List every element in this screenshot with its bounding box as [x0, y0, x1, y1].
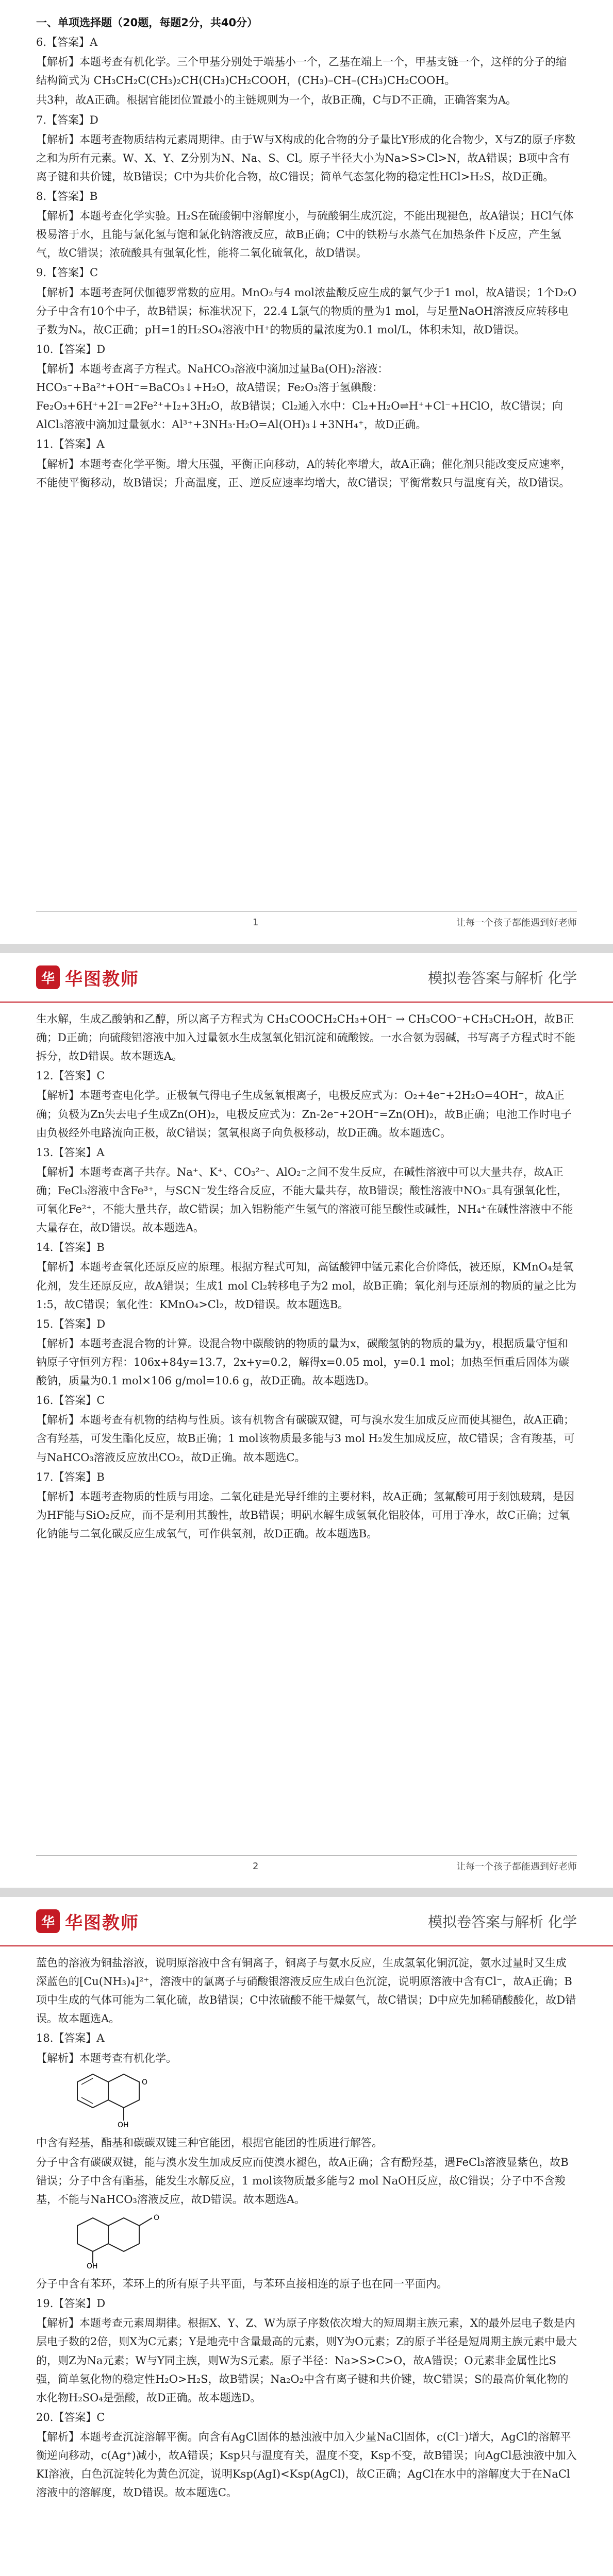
- svg-text:OH: OH: [118, 2121, 129, 2128]
- svg-text:O: O: [142, 2078, 148, 2087]
- paragraph: 【解析】本题考查元素周期律。根据X、Y、Z、W为原子序数依次增大的短周期主族元素，X的最外层电子数是内层电子数的2倍，则X为C元素；Y是地壳中含量最高的元素，则Y为O元素；Z的原子半径是短周期主族元素中最大的，则Z为Na元素；W与Y同主族，则W为S元素。原子半径：Na>S>C>O，故A错误；O元素非金属性比S强，简单氢化物的稳定性H₂O>H₂S，故B错误；Na₂O₂中含有离子键和共价键，故C错误；S的最高价氧化物的水化物H₂SO₄是强酸，故D正确。故本题选D。: [36, 2317, 577, 2404]
- page-content: [36, 1010, 577, 1841]
- page-header: [0, 1897, 613, 1946]
- paragraph: 【解析】本题考查物质结构元素周期律。由于W与X构成的化合物的分子量比Y形成的化合物少，X与Z的原子序数之和为所有元素。W、X、Y、Z分别为N、Na、S、Cl。原子半径大小为Na>S>Cl>N，故A错误；B项中含有离子键和共价键，故B错误；C中为共价化合物，故C错误；简单气态氢化物的稳定性HCl>H₂S，故D正确。: [36, 133, 575, 183]
- paragraph: 分子中含有碳碳双键，能与溴水发生加成反应而使溴水褪色，故A正确；含有酚羟基，遇FeCl₃溶液显紫色，故B错误；分子中含有酯基，能发生水解反应，1 mol该物质最多能与2 mol NaOH反应，故C错误；分子中不含羧基，不能与NaHCO₃溶液反应，故D错误。故本题选A。: [36, 2156, 569, 2206]
- paragraph: 18.【答案】A: [36, 2032, 105, 2045]
- page-number: 2: [253, 1860, 259, 1872]
- svg-text:OH: OH: [87, 2262, 98, 2270]
- footer-slogan: 让每一个孩子都能遇到好老师: [456, 918, 577, 928]
- page-2: [0, 944, 613, 1888]
- header-title: 模拟卷答案与解析 化学: [428, 1913, 577, 1930]
- paragraph: 7.【答案】D: [36, 113, 98, 126]
- paragraph: 12.【答案】C: [36, 1070, 105, 1082]
- paragraph: 中含有羟基，酯基和碳碳双键三种官能团，根据官能团的性质进行解答。: [36, 2136, 383, 2149]
- paragraph: 【解析】本题考查氧化还原反应的原理。根据方程式可知，高锰酸钾中锰元素化合价降低，被还原，KMnO₄是氧化剂，发生还原反应，故A错误；生成1 mol Cl₂转移电子为2 mol，故B正确；氧化剂与还原剂的物质的量之比为1:5，故C错误；氧化性：KMnO₄>Cl₂，故D错误。故本题选B。: [36, 1261, 577, 1311]
- paragraph: 【解析】本题考查有机化学。三个甲基分别处于端基小一个，乙基在端上一个，甲基支链一个，这样的分子的缩结构简式为 CH₃CH₂C(CH₃)₂CH(CH₃)CH₂COOH，(CH₃)–CH–(CH₃)CH₂COOH。: [36, 56, 567, 87]
- brand-logo-icon: 华: [36, 965, 60, 989]
- paragraph: 19.【答案】D: [36, 2297, 106, 2310]
- benzene-ring-icon: [57, 2072, 201, 2128]
- paragraph: 共3种，故A正确。根据官能团位置最小的主链规则为一个，故B正确，C与D不正确，正确答案为A。: [36, 94, 517, 107]
- paragraph: 9.【答案】C: [36, 266, 98, 279]
- page-content: [36, 1954, 577, 2576]
- paragraph: 15.【答案】D: [36, 1317, 106, 1330]
- paragraph: 蓝色的溶液为铜盐溶液，说明原溶液中含有铜离子，铜离子与氨水反应，生成氢氧化铜沉淀，氨水过量时又生成深蓝色的[Cu(NH₃)₄]²⁺，溶液中的氯离子与硝酸银溶液反应生成白色沉淀，说明原溶液中含有Cl⁻，故A正确；B项中生成的气体可能为二氧化硫，故B错误；C中浓硫酸不能干燥氨气，故C错误；D中应先加稀硝酸酸化，故D错误。故本题选A。: [36, 1957, 576, 2025]
- structure-formula-a: [57, 2072, 201, 2128]
- page-footer: [36, 911, 577, 933]
- structure-formula-b: [57, 2213, 201, 2269]
- paragraph: 生水解，生成乙酸钠和乙醇，所以离子方程式为 CH₃COOCH₂CH₃+OH⁻ → CH₃COO⁻+CH₃CH₂OH，故B正确；D正确；向硫酸铝溶液中加入过量氨水生成氢氧化铝沉淀和硫酸铵。一水合氨为弱碱，书写离子方程式时不能拆分，故D错误。故本题选A。: [36, 1013, 575, 1063]
- paragraph: 【解析】本题考查物质的性质与用途。二氧化硅是光导纤维的主要材料，故A正确；氢氟酸可用于刻蚀玻璃，是因为HF能与SiO₂反应，而不是利用其酸性，故B错误；明矾水解生成氢氧化铝胶体，可用于净水，故C正确；过氧化钠能与二氧化碳反应生成氧气，可作供氧剂，故D正确。故本题选B。: [36, 1490, 575, 1540]
- paragraph: 17.【答案】B: [36, 1470, 105, 1483]
- paragraph: 14.【答案】B: [36, 1241, 105, 1254]
- paragraph: 【解析】本题考查阿伏伽德罗常数的应用。MnO₂与4 mol浓盐酸反应生成的氯气少于1 mol，故A错误；1个D₂O分子中含有10个中子，故B错误；标准状况下，22.4 L氯气的物质的量为1 mol，与足量NaOH溶液反应转移电子数为Nₐ，故C正确；pH=1的H₂SO₄溶液中H⁺的物质的量浓度为0.1 mol/L，体积未知，故D错误。: [36, 286, 577, 336]
- paragraph: 【解析】本题考查电化学。正极氧气得电子生成氢氧根离子，电极反应式为：O₂+4e⁻+2H₂O=4OH⁻，故A正确；负极为Zn失去电子生成Zn(OH)₂，电极反应式为：Zn-2e⁻+2OH⁻=Zn(OH)₂，故B正确；电池工作时电子由负极经外电路流向正极，故C错误；氢氧根离子向负极移动，故D正确。故本题选C。: [36, 1089, 572, 1139]
- paragraph: 【解析】本题考查离子共存。Na⁺、K⁺、CO₃²⁻、AlO₂⁻之间不发生反应，在碱性溶液中可以大量共存，故A正确；FeCl₃溶液中含Fe³⁺，与SCN⁻发生络合反应，不能大量共存，故B错误；酸性溶液中NO₃⁻具有强氧化性，可氧化Fe²⁺，不能大量共存，故C错误；加入铝粉能产生氢气的溶液可能呈酸性或碱性，NH₄⁺在碱性溶液中不能大量存在，故D错误。故本题选A。: [36, 1165, 573, 1234]
- benzene-ring-icon: [57, 2213, 201, 2269]
- paragraph: 【解析】本题考查有机物的结构与性质。该有机物含有碳碳双键，可与溴水发生加成反应而使其褪色，故A正确；含有羟基，可发生酯化反应，故B正确；1 mol该物质最多能与3 mol H₂发生加成反应，故C错误；含有羧基，可与NaHCO₃溶液反应放出CO₂，故D正确。故本题选C。: [36, 1414, 575, 1464]
- paragraph: 6.【答案】A: [36, 36, 98, 49]
- page-content: [36, 13, 577, 897]
- footer-slogan: 让每一个孩子都能遇到好老师: [456, 1861, 577, 1872]
- paragraph: 分子中含有苯环，苯环上的所有原子共平面，与苯环直接相连的原子也在同一平面内。: [36, 2278, 448, 2291]
- page-header: [0, 953, 613, 1003]
- paragraph: 20.【答案】C: [36, 2411, 105, 2424]
- page-1: [0, 0, 613, 944]
- page-number: 1: [253, 917, 259, 928]
- paragraph: 【解析】本题考查沉淀溶解平衡。向含有AgCl固体的悬浊液中加入少量NaCl固体，c(Cl⁻)增大，AgCl的溶解平衡逆向移动，c(Ag⁺)减小，故A错误；Ksp只与温度有关，温度不变，Ksp不变，故B错误；向AgCl悬浊液中加入KI溶液，白色沉淀转化为黄色沉淀，说明Ksp(AgI)<Ksp(AgCl)，故C正确；AgCl在水中的溶解度大于在NaCl溶液中的溶解度，故D错误。故本题选C。: [36, 2430, 577, 2499]
- paragraph: 【解析】本题考查混合物的计算。设混合物中碳酸钠的物质的量为x，碳酸氢钠的物质的量为y，根据质量守恒和钠原子守恒列方程：106x+84y=13.7，2x+y=0.2，解得x=0.05 mol，y=0.1 mol；加热至恒重后固体为碳酸钠，质量为0.1 mol×106 g/mol=10.6 g，故D正确。故本题选D。: [36, 1337, 570, 1387]
- paragraph: 【解析】本题考查化学平衡。增大压强，平衡正向移动，A的转化率增大，故A正确；催化剂只能改变反应速率，不能使平衡移动，故B错误；升高温度，正、逆反应速率均增大，故C错误；平衡常数只与温度有关，故D错误。: [36, 457, 572, 489]
- brand-name: 华图教师: [65, 969, 139, 990]
- paragraph: 【解析】本题考查化学实验。H₂S在硫酸铜中溶解度小，与硫酸铜生成沉淀，不能出现褪色，故A错误；HCl气体极易溶于水，且能与氯化氢与饱和氯化钠溶液反应，故B正确；C中的铁粉与水蒸气在加热条件下反应，产生氢气，故C错误；浓硫酸具有强氧化性，能将二氧化硫氧化，故D错误。: [36, 210, 574, 260]
- page-footer: [36, 1855, 577, 1876]
- paragraph: 10.【答案】D: [36, 343, 106, 355]
- paragraph: 8.【答案】B: [36, 190, 98, 202]
- paragraph: 【解析】本题考查有机化学。: [36, 2052, 177, 2064]
- paragraph: 13.【答案】A: [36, 1146, 105, 1159]
- brand: [36, 1909, 139, 1934]
- paragraph: 16.【答案】C: [36, 1394, 105, 1407]
- section-title: 一、单项选择题（20题，每题2分，共40分）: [36, 16, 258, 29]
- paragraph: 11.【答案】A: [36, 438, 105, 451]
- brand-logo-icon: 华: [36, 1909, 60, 1933]
- paragraph: 【解析】本题考查离子方程式。NaHCO₃溶液中滴加过量Ba(OH)₂溶液：HCO₃⁻+Ba²⁺+OH⁻=BaCO₃↓+H₂O，故A错误；Fe₂O₃溶于氢碘酸：Fe₂O₃+6H⁺+2I⁻=2Fe²⁺+I₂+3H₂O，故B错误；Cl₂通入水中：Cl₂+H₂O⇌H⁺+Cl⁻+HClO，故C错误；向AlCl₃溶液中滴加过量氨水：Al³⁺+3NH₃·H₂O=Al(OH)₃↓+3NH₄⁺，故D正确。: [36, 362, 563, 431]
- page-3: [0, 1888, 613, 2576]
- brand-name: 华图教师: [65, 1912, 139, 1934]
- svg-text:O: O: [154, 2214, 160, 2223]
- brand: [36, 965, 139, 990]
- header-title: 模拟卷答案与解析 化学: [428, 970, 577, 987]
